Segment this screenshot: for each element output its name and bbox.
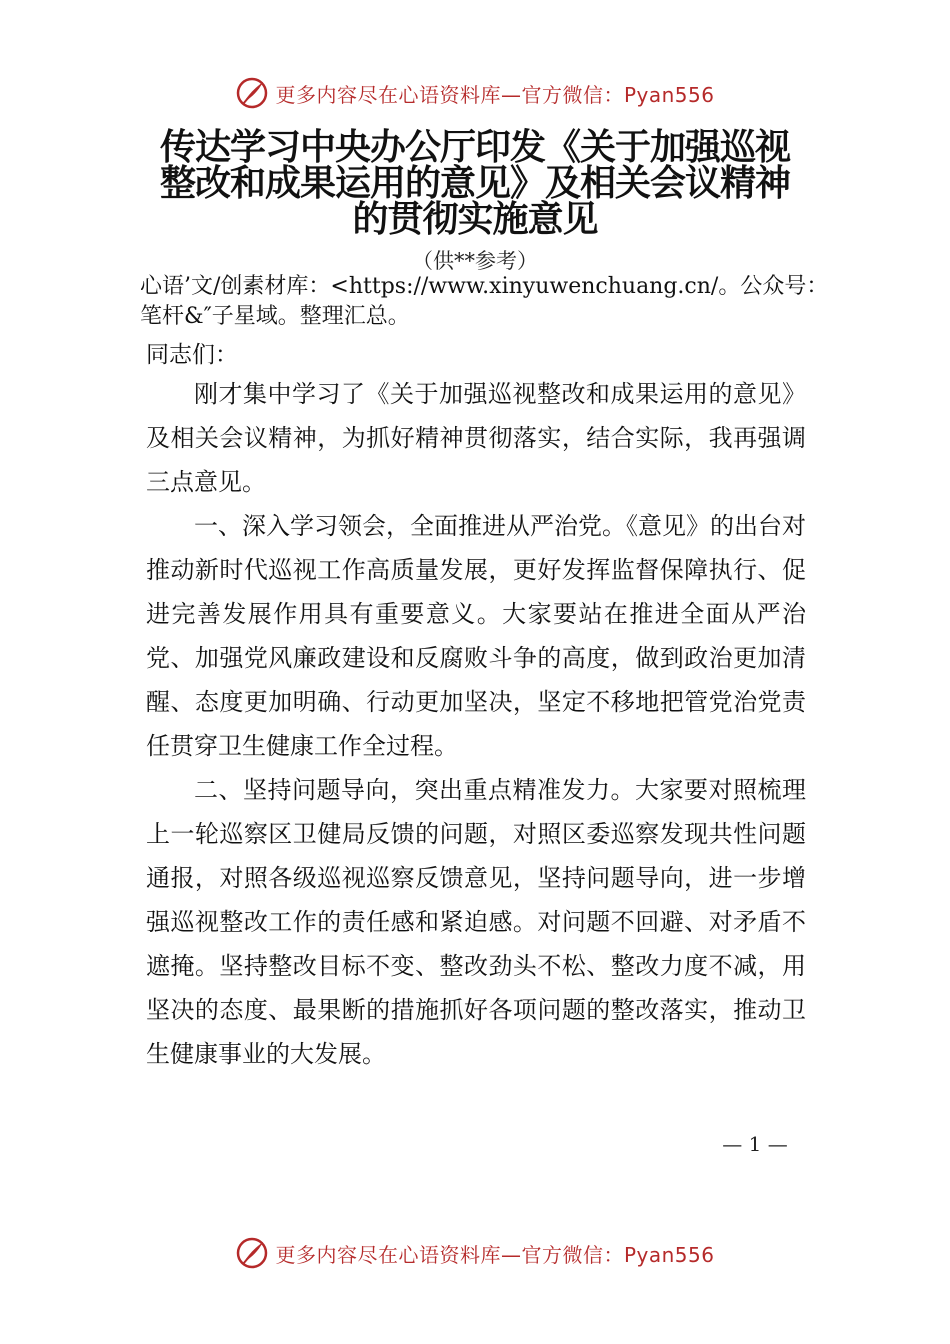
document-subtitle: （供**参考） [412,249,538,273]
footer-banner-text: 更多内容尽在心语资料库—官方微信：Pyan556 [275,1242,715,1267]
body-paragraph-point-two: 二、坚持问题导向，突出重点精准发力。大家要对照梳理上一轮巡察区卫健局反馈的问题，对照区委巡察发现共性问题通报，对照各级巡视巡察反馈意见，坚持问题导向，进一步增强巡视整改工作的责任感和紧迫感。对问题不回避、对矛盾不遮掩。坚持整改目标不变、整改劲头不松、整改力度不减，用坚决的态度、最果断的措施抓好各项问题的整改落实，推动卫生健康事业的大发展。 [146,776,806,1068]
source-note: 心语’文/创素材库：<https://www.xinyuwenchuang.cn/。公众号：笔杆&″子星域。整理汇总。 [140,274,829,329]
header-banner-text: 更多内容尽在心语资料库—官方微信：Pyan556 [275,82,715,107]
document-body [146,372,806,1076]
body-paragraph-point-one: 一、深入学习领会，全面推进从严治党。《意见》的出台对推动新时代巡视工作高质量发展，更好发挥监督保障执行、促进完善发展作用具有重要意义。大家要站在推进全面从严治党、加强党风廉政建设和反腐败斗争的高度，做到政治更加清醒、态度更加明确、行动更加坚决，坚定不移地把管党治党责任贯穿卫生健康工作全过程。 [146,512,806,760]
footer-banner [0,1228,950,1278]
body-paragraph-intro: 刚才集中学习了《关于加强巡视整改和成果运用的意见》及相关会议精神，为抓好精神贯彻落实，结合实际，我再强调三点意见。 [146,380,806,496]
feather-pen-logo-icon [235,1236,269,1270]
salutation: 同志们： [146,342,238,368]
page-number: — 1 — [722,1132,788,1156]
header-banner [0,68,950,118]
document-title: 传达学习中央办公厅印发《关于加强巡视整改和成果运用的意见》及相关会议精神的贯彻实施意见 [159,127,790,240]
feather-pen-logo-icon [235,76,269,110]
